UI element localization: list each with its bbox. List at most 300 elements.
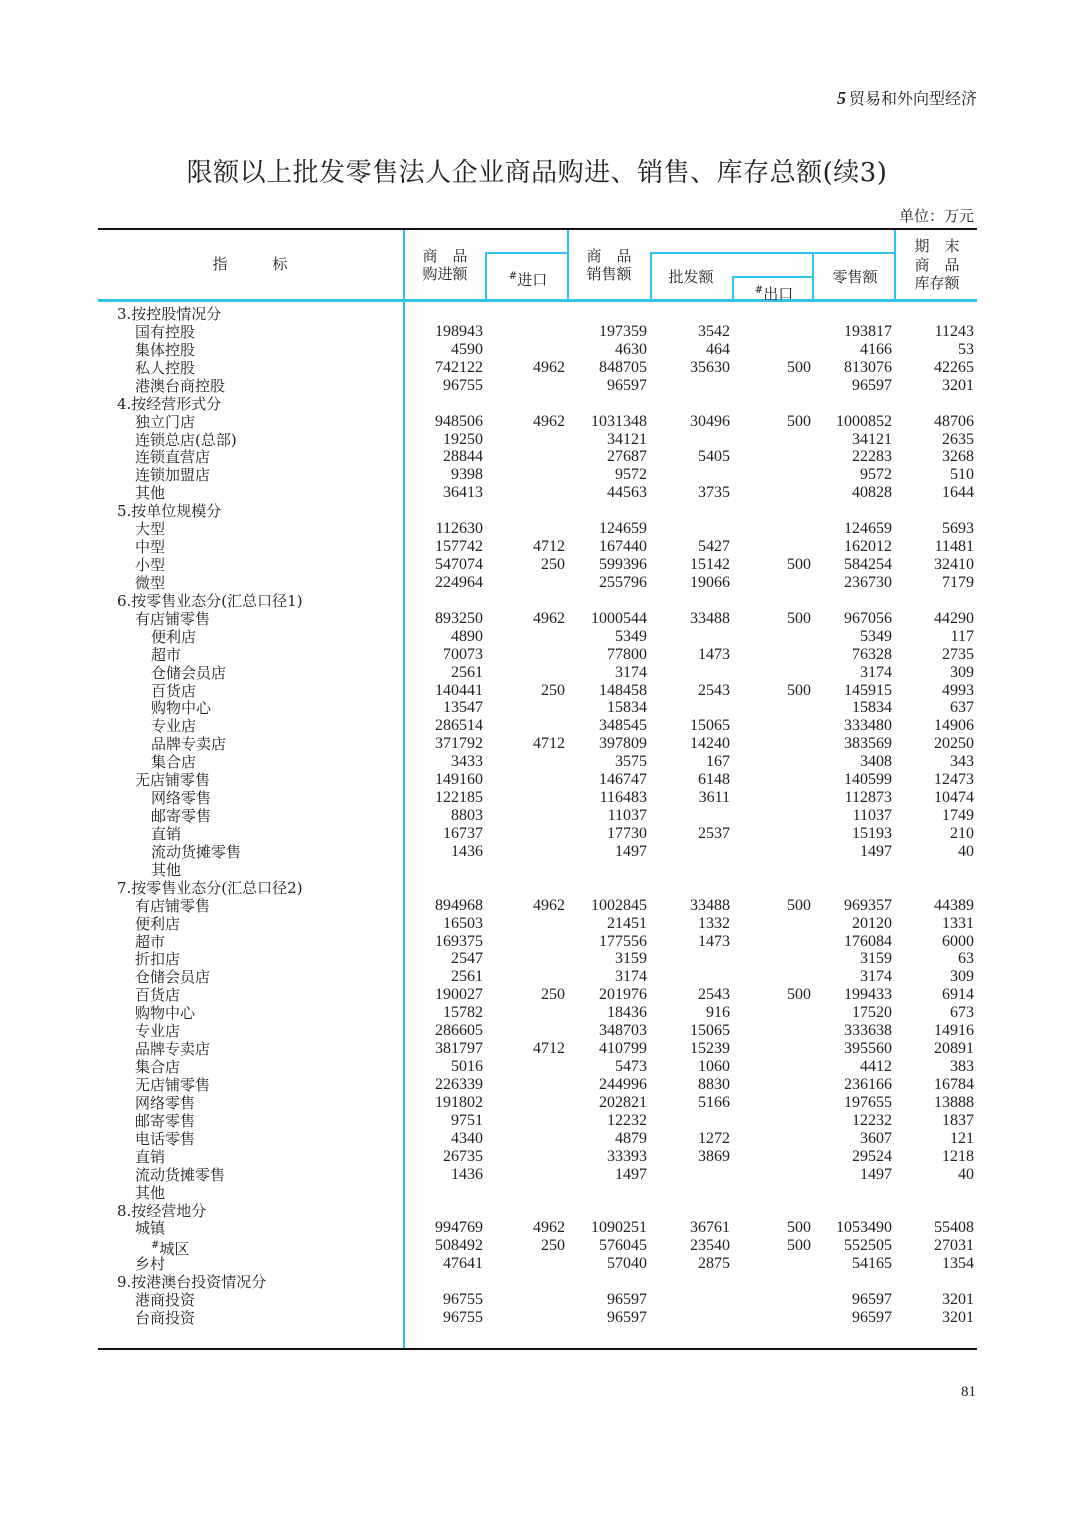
cell-export: 500	[787, 681, 811, 699]
header-indicator: 指 标	[212, 255, 288, 273]
row-label-text: 港澳台商控股	[135, 376, 226, 395]
cell-export: 500	[787, 556, 811, 574]
cell-purchase: 1436	[451, 1165, 483, 1183]
cell-sales: 397809	[599, 735, 647, 753]
row-label-text: 专业店	[135, 1022, 181, 1041]
row-label-text: 集体控股	[135, 340, 196, 359]
cell-retail: 333638	[844, 1022, 892, 1040]
row-label	[135, 986, 180, 1004]
cell-stock: 673	[950, 1004, 974, 1022]
cell-sales: 15834	[607, 699, 647, 717]
row-label	[135, 1184, 165, 1202]
row-label-text: 有店铺零售	[135, 609, 211, 628]
cell-retail: 3174	[860, 663, 892, 681]
row-label	[135, 431, 237, 449]
row-label	[135, 1130, 195, 1148]
row-label-text: 仓储会员店	[135, 968, 211, 987]
table-row	[98, 664, 977, 682]
cell-sales: 1002845	[591, 896, 647, 914]
cell-sales: 17730	[607, 824, 647, 842]
cell-retail: 5349	[860, 627, 892, 645]
table-row	[98, 520, 977, 538]
row-label	[151, 825, 181, 843]
row-label	[151, 664, 226, 682]
cell-sales: 1497	[615, 842, 647, 860]
cell-wholesale: 14240	[690, 735, 730, 753]
cell-retail: 584254	[844, 556, 892, 574]
cell-wholesale: 15239	[690, 1040, 730, 1058]
cell-sales: 57040	[607, 1255, 647, 1273]
table-row	[98, 933, 977, 951]
header-export	[736, 282, 812, 303]
cell-wholesale: 8830	[698, 1075, 730, 1093]
row-label-text: 流动货摊零售	[135, 1165, 226, 1184]
cell-retail: 969357	[844, 896, 892, 914]
table-row	[98, 1112, 977, 1130]
header-bottom-rule	[98, 299, 977, 302]
row-label-text: 邮寄零售	[151, 807, 212, 826]
cell-stock: 1749	[942, 807, 974, 825]
cell-retail: 22283	[852, 448, 892, 466]
cell-sales: 3174	[615, 663, 647, 681]
cell-sales: 12232	[607, 1111, 647, 1129]
table-row	[98, 1058, 977, 1076]
page-title: 限额以上批发零售法人企业商品购进、销售、库存总额(续3)	[186, 158, 888, 188]
cell-retail: 3408	[860, 753, 892, 771]
row-label-text: 6.按零售业态分(汇总口径1)	[117, 591, 303, 610]
cell-wholesale: 1473	[698, 645, 730, 663]
cell-purchase: 994769	[435, 1219, 483, 1237]
row-label-text: 私人控股	[135, 358, 196, 377]
header-import	[490, 268, 566, 289]
header-stock-line2: 商 品	[914, 256, 960, 274]
table-row	[98, 1094, 977, 1112]
cell-purchase: 157742	[435, 538, 483, 556]
header-divider	[732, 277, 734, 300]
row-label	[135, 466, 210, 484]
cell-wholesale: 15142	[690, 556, 730, 574]
table-row	[98, 915, 977, 933]
cell-sales: 34121	[607, 430, 647, 448]
row-label	[135, 556, 165, 574]
cell-sales: 202821	[599, 1093, 647, 1111]
row-label	[135, 323, 195, 341]
row-label-text: 直销	[151, 824, 182, 843]
cell-retail: 12232	[852, 1111, 892, 1129]
cell-retail: 124659	[844, 520, 892, 538]
cell-sales: 348703	[599, 1022, 647, 1040]
row-label	[135, 538, 165, 556]
row-label	[117, 305, 221, 323]
cell-stock: 3201	[942, 1291, 974, 1309]
row-label	[117, 879, 303, 897]
cell-retail: 197655	[844, 1093, 892, 1111]
row-label-text: 品牌专卖店	[151, 735, 227, 754]
cell-wholesale: 167	[706, 753, 730, 771]
cell-sales: 1090251	[591, 1219, 647, 1237]
row-label-text: 折扣店	[135, 950, 181, 969]
cell-import: 4962	[533, 896, 565, 914]
header-divider	[894, 230, 896, 300]
cell-import: 250	[541, 986, 565, 1004]
cell-retail: 17520	[852, 1004, 892, 1022]
cell-retail: 112873	[844, 789, 892, 807]
cell-sales: 1031348	[591, 412, 647, 430]
cell-purchase: 36413	[443, 484, 483, 502]
row-label	[117, 592, 303, 610]
cell-sales: 197359	[599, 322, 647, 340]
row-label	[135, 610, 210, 628]
cell-retail: 193817	[844, 322, 892, 340]
row-label-text: 城区	[159, 1240, 190, 1259]
cell-stock: 121	[950, 1129, 974, 1147]
cell-sales: 201976	[599, 986, 647, 1004]
table-row	[98, 735, 977, 753]
cell-stock: 383	[950, 1058, 974, 1076]
section-header-row	[98, 395, 977, 413]
row-label	[135, 484, 165, 502]
cell-stock: 6000	[942, 932, 974, 950]
row-label	[135, 1022, 180, 1040]
table-row	[98, 431, 977, 449]
row-label	[135, 1004, 195, 1022]
row-label	[135, 1094, 195, 1112]
cell-stock: 27031	[934, 1237, 974, 1255]
row-label-text: 港商投资	[135, 1291, 196, 1310]
cell-import: 250	[541, 556, 565, 574]
cell-stock: 309	[950, 663, 974, 681]
cell-purchase: 894968	[435, 896, 483, 914]
cell-purchase: 122185	[435, 789, 483, 807]
row-label	[135, 968, 210, 986]
row-label-text: 城镇	[135, 1219, 166, 1238]
cell-stock: 1218	[942, 1147, 974, 1165]
row-label	[151, 699, 211, 717]
cell-stock: 48706	[934, 412, 974, 430]
cell-sales: 1497	[615, 1165, 647, 1183]
cell-sales: 576045	[599, 1237, 647, 1255]
cell-sales: 410799	[599, 1040, 647, 1058]
cell-purchase: 169375	[435, 932, 483, 950]
cell-sales: 3159	[615, 950, 647, 968]
table-row	[98, 448, 977, 466]
row-label-text: 小型	[135, 556, 166, 575]
cell-stock: 4993	[942, 681, 974, 699]
cell-stock: 32410	[934, 556, 974, 574]
table-row	[98, 1237, 977, 1259]
cell-retail: 3607	[860, 1129, 892, 1147]
cell-sales: 9572	[615, 466, 647, 484]
cell-purchase: 96755	[443, 1291, 483, 1309]
cell-sales: 177556	[599, 932, 647, 950]
header-divider	[485, 253, 487, 300]
cell-purchase: 191802	[435, 1093, 483, 1111]
cell-purchase: 9398	[451, 466, 483, 484]
row-label	[135, 413, 195, 431]
cell-retail: 236166	[844, 1075, 892, 1093]
row-label	[135, 771, 210, 789]
section-header-row	[98, 1273, 977, 1291]
cell-purchase: 226339	[435, 1075, 483, 1093]
cell-retail: 145915	[844, 681, 892, 699]
header-sales-line2: 销售额	[586, 265, 632, 283]
header-divider	[485, 252, 569, 254]
table-row	[98, 1291, 977, 1309]
row-label-text: 专业店	[151, 717, 197, 736]
table-row	[98, 1166, 977, 1184]
cell-purchase: 96755	[443, 1309, 483, 1327]
table-row	[98, 1219, 977, 1237]
table-row	[98, 1040, 977, 1058]
cell-stock: 210	[950, 824, 974, 842]
cell-retail: 40828	[852, 484, 892, 502]
row-label-text: 台商投资	[135, 1309, 196, 1328]
table-row	[98, 413, 977, 431]
cell-wholesale: 464	[706, 340, 730, 358]
row-label-text: 大型	[135, 520, 166, 539]
table-row	[98, 986, 977, 1004]
row-label	[117, 395, 221, 413]
header-wholesale: 批发额	[668, 268, 714, 286]
cell-wholesale: 3869	[698, 1147, 730, 1165]
header-purchase-line2: 购进额	[422, 265, 468, 283]
cell-import: 4962	[533, 412, 565, 430]
cell-stock: 309	[950, 968, 974, 986]
row-label-text: 直销	[135, 1147, 166, 1166]
table-row	[98, 466, 977, 484]
section-header-row	[98, 592, 977, 610]
cell-retail: 383569	[844, 735, 892, 753]
section-header-row	[98, 879, 977, 897]
cell-retail: 199433	[844, 986, 892, 1004]
cell-purchase: 198943	[435, 322, 483, 340]
cell-retail: 4166	[860, 340, 892, 358]
unit-label: 单位：万元	[898, 207, 974, 225]
cell-retail: 3159	[860, 950, 892, 968]
row-label-text: 连锁直营店	[135, 448, 211, 467]
row-label	[135, 1166, 225, 1184]
cell-retail: 236730	[844, 573, 892, 591]
cell-purchase: 5016	[451, 1058, 483, 1076]
row-label	[135, 1309, 195, 1327]
cell-retail: 29524	[852, 1147, 892, 1165]
row-label-text: 电话零售	[135, 1129, 196, 1148]
row-label-text: 连锁总店(总部)	[135, 430, 237, 449]
table-row	[98, 682, 977, 700]
table-row	[98, 646, 977, 664]
cell-wholesale: 6148	[698, 771, 730, 789]
row-label	[117, 1273, 266, 1291]
cell-sales: 148458	[599, 681, 647, 699]
cell-import: 4962	[533, 1219, 565, 1237]
cell-sales: 18436	[607, 1004, 647, 1022]
cell-sales: 124659	[599, 520, 647, 538]
cell-stock: 3201	[942, 376, 974, 394]
cell-sales: 4879	[615, 1129, 647, 1147]
cell-stock: 44290	[934, 609, 974, 627]
row-label	[151, 646, 181, 664]
header-divider	[567, 230, 569, 300]
row-label	[135, 341, 195, 359]
row-label	[135, 377, 225, 395]
cell-retail: 96597	[852, 1291, 892, 1309]
row-mark: #	[151, 1240, 160, 1252]
row-label-text: 其他	[135, 1183, 166, 1202]
cell-wholesale: 2537	[698, 824, 730, 842]
row-label-text: 3.按控股情况分	[117, 305, 222, 323]
row-label-text: 品牌专卖店	[135, 1040, 211, 1059]
row-label-text: 独立门店	[135, 412, 196, 431]
cell-stock: 343	[950, 753, 974, 771]
cell-wholesale: 19066	[690, 573, 730, 591]
cell-export: 500	[787, 1219, 811, 1237]
cell-export: 500	[787, 1237, 811, 1255]
cell-retail: 96597	[852, 1309, 892, 1327]
row-label-text: 百货店	[135, 986, 181, 1005]
cell-retail: 54165	[852, 1255, 892, 1273]
cell-import: 4712	[533, 1040, 565, 1058]
row-label-text: 超市	[135, 932, 166, 951]
cell-purchase: 4890	[451, 627, 483, 645]
cell-sales: 1000544	[591, 609, 647, 627]
section-header-row	[98, 305, 977, 323]
cell-retail: 395560	[844, 1040, 892, 1058]
table-row	[98, 1184, 977, 1202]
row-label-text: 集合店	[151, 753, 197, 772]
table-row	[98, 574, 977, 592]
cell-stock: 12473	[934, 771, 974, 789]
cell-wholesale: 1272	[698, 1129, 730, 1147]
cell-purchase: 15782	[443, 1004, 483, 1022]
cell-stock: 7179	[942, 573, 974, 591]
cell-stock: 1331	[942, 914, 974, 932]
cell-export: 500	[787, 358, 811, 376]
cell-wholesale: 5166	[698, 1093, 730, 1111]
cell-sales: 167440	[599, 538, 647, 556]
cell-purchase: 140441	[435, 681, 483, 699]
cell-purchase: 2561	[451, 968, 483, 986]
cell-purchase: 2547	[451, 950, 483, 968]
cell-export: 500	[787, 896, 811, 914]
table-row	[98, 789, 977, 807]
cell-sales: 5349	[615, 627, 647, 645]
table-top-rule	[98, 228, 977, 230]
header-sales-line1: 商 品	[586, 247, 632, 265]
cell-retail: 15193	[852, 824, 892, 842]
cell-wholesale: 30496	[690, 412, 730, 430]
cell-retail: 552505	[844, 1237, 892, 1255]
row-label-text: 微型	[135, 573, 166, 592]
row-label	[135, 1040, 210, 1058]
cell-sales: 599396	[599, 556, 647, 574]
cell-purchase: 4340	[451, 1129, 483, 1147]
cell-wholesale: 1060	[698, 1058, 730, 1076]
row-label-text: 网络零售	[135, 1093, 196, 1112]
cell-stock: 5693	[942, 520, 974, 538]
cell-purchase: 26735	[443, 1147, 483, 1165]
cell-retail: 3174	[860, 968, 892, 986]
cell-stock: 40	[958, 1165, 974, 1183]
row-label	[151, 861, 181, 879]
import-mark: #	[508, 271, 518, 282]
table-row	[98, 897, 977, 915]
cell-stock: 2635	[942, 430, 974, 448]
header-retail: 零售额	[832, 268, 878, 286]
row-label-text: 其他	[135, 484, 166, 503]
row-label	[135, 1255, 165, 1273]
cell-sales: 21451	[607, 914, 647, 932]
table-row	[98, 377, 977, 395]
row-label-text: 购物中心	[135, 1004, 196, 1023]
cell-retail: 140599	[844, 771, 892, 789]
row-label-text: 网络零售	[151, 789, 212, 808]
row-label	[135, 933, 165, 951]
cell-stock: 1837	[942, 1111, 974, 1129]
cell-stock: 3268	[942, 448, 974, 466]
chapter-number: 5	[836, 88, 846, 108]
row-label	[135, 1076, 210, 1094]
row-label-text: 连锁加盟店	[135, 466, 211, 485]
cell-stock: 6914	[942, 986, 974, 1004]
row-label	[151, 843, 241, 861]
cell-purchase: 112630	[435, 520, 483, 538]
header-import-label: 进口	[517, 271, 548, 289]
cell-wholesale: 2543	[698, 986, 730, 1004]
cell-sales: 44563	[607, 484, 647, 502]
row-label	[135, 1291, 195, 1309]
row-label-text: 乡村	[135, 1255, 166, 1274]
cell-purchase: 16737	[443, 824, 483, 842]
table-row	[98, 807, 977, 825]
row-label-text: 无店铺零售	[135, 1075, 211, 1094]
cell-purchase: 286514	[435, 717, 483, 735]
row-label	[135, 915, 180, 933]
table-row	[98, 1255, 977, 1273]
row-label-text: 购物中心	[151, 699, 212, 718]
cell-retail: 4412	[860, 1058, 892, 1076]
cell-export: 500	[787, 412, 811, 430]
cell-wholesale: 3611	[698, 789, 730, 807]
row-label	[135, 1112, 195, 1130]
header-divider	[732, 276, 814, 278]
row-label-text: 集合店	[135, 1058, 181, 1077]
table-row	[98, 359, 977, 377]
cell-stock: 40	[958, 842, 974, 860]
row-label	[151, 628, 196, 646]
row-label-text: 百货店	[151, 681, 197, 700]
table-row	[98, 771, 977, 789]
cell-purchase: 28844	[443, 448, 483, 466]
cell-purchase: 9751	[451, 1111, 483, 1129]
cell-retail: 176084	[844, 932, 892, 950]
cell-retail: 967056	[844, 609, 892, 627]
cell-stock: 510	[950, 466, 974, 484]
row-label-text: 超市	[151, 645, 182, 664]
table-row	[98, 610, 977, 628]
table-row	[98, 341, 977, 359]
row-label	[151, 682, 196, 700]
cell-stock: 117	[950, 627, 974, 645]
cell-export: 500	[787, 986, 811, 1004]
chapter-heading	[837, 86, 977, 109]
cell-wholesale: 33488	[690, 609, 730, 627]
table-row	[98, 1148, 977, 1166]
table-bottom-rule	[98, 1348, 977, 1350]
cell-sales: 77800	[607, 645, 647, 663]
table-row	[98, 323, 977, 341]
row-label-text: 9.按港澳台投资情况分	[117, 1273, 267, 1292]
cell-purchase: 19250	[443, 430, 483, 448]
